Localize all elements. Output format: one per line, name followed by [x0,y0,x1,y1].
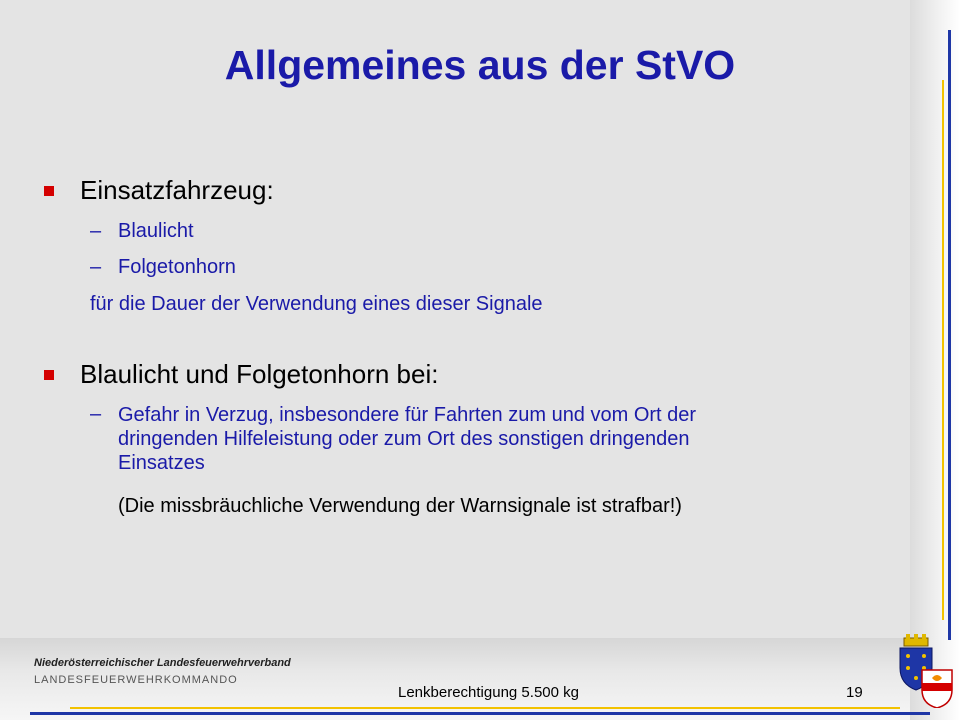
blue-horizontal-line [30,712,930,715]
section2-item-line-2: dringenden Hilfeleistung oder zum Ort des sonstigen dringenden [118,428,690,450]
section1-note: für die Dauer der Verwendung eines dieser Signale [90,293,543,315]
section2-heading: Blaulicht und Folgetonhorn bei: [80,359,439,389]
section1-item-1: Blaulicht [118,220,194,242]
yellow-horizontal-line [70,707,900,709]
section1-item-2: Folgetonhorn [118,256,236,278]
page-number: 19 [846,684,863,701]
section2-item-line-1: Gefahr in Verzug, insbesondere für Fahrten zum und vom Ort der [118,404,697,426]
square-bullet-icon [44,186,54,196]
dash-3: – [90,403,102,425]
yellow-vertical-line [942,80,944,620]
right-decor-band [910,0,960,720]
org-subtitle: LANDESFEUERWEHRKOMMANDO [34,674,238,686]
dash-1: – [90,220,102,242]
section1-heading: Einsatzfahrzeug: [80,175,274,205]
section2-note: (Die missbräuchliche Verwendung der Warnsignale ist strafbar!) [118,495,682,517]
slide-title: Allgemeines aus der StVO [224,42,736,88]
footer-text: Lenkberechtigung 5.500 kg [398,684,579,701]
section2-item [118,403,908,475]
dash-2: – [90,256,102,278]
square-bullet-icon [44,370,54,380]
section2-item-line-3: Einsatzes [118,452,205,474]
org-name: Niederösterreichischer Landesfeuerwehrverband [34,657,291,669]
blue-vertical-line [948,30,951,640]
coat-of-arms-icon [896,634,954,708]
